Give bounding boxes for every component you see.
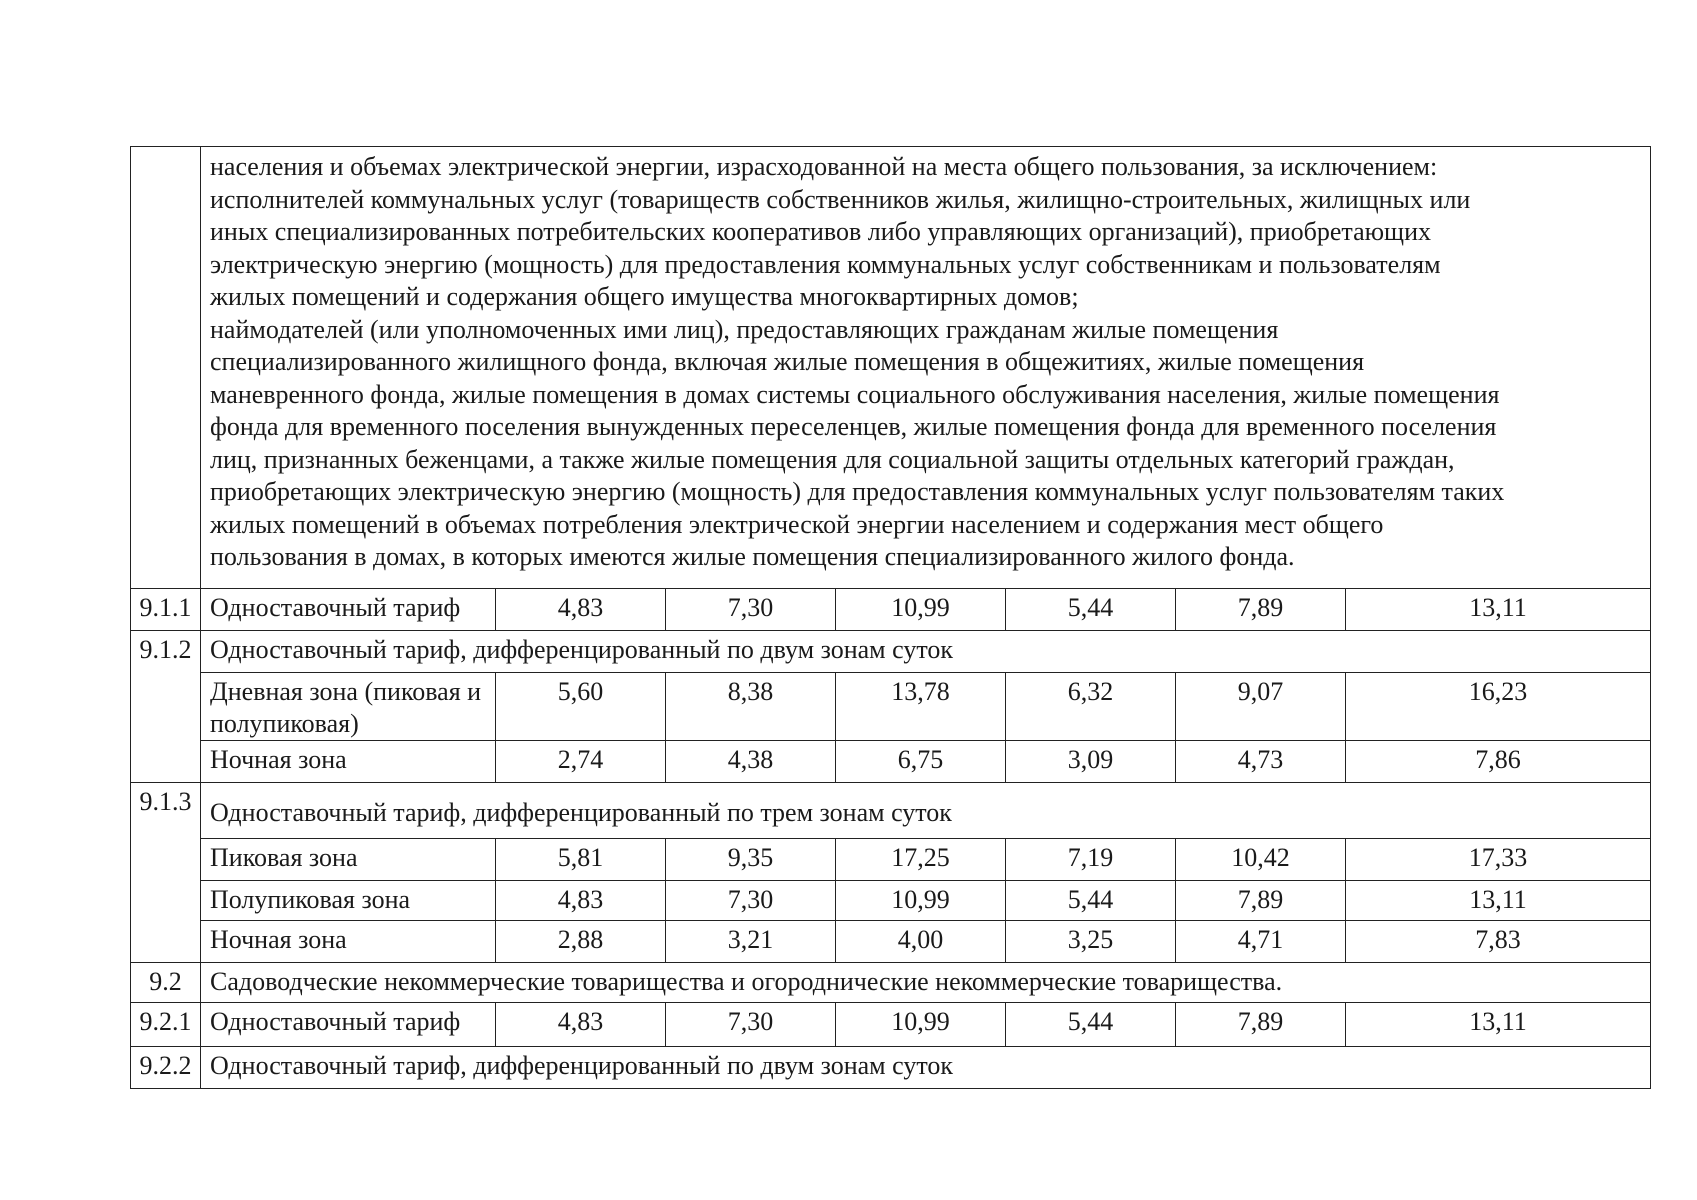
row-code: 9.2.2	[131, 1046, 201, 1088]
tariff-value: 7,30	[666, 588, 836, 630]
row-code: 9.2	[131, 962, 201, 1002]
tariff-value: 7,86	[1346, 740, 1651, 782]
table-row	[131, 880, 1651, 920]
tariff-value: 10,42	[1176, 838, 1346, 880]
row-label: Одноставочный тариф, дифференцированный по двум зонам суток	[201, 630, 1651, 672]
intro-line: наймодателей (или уполномоченных ими лиц), предоставляющих гражданам жилые помещения	[210, 314, 1279, 344]
tariff-value: 13,11	[1346, 588, 1651, 630]
row-code-empty	[131, 838, 201, 880]
table-row	[131, 588, 1651, 630]
tariff-value: 7,30	[666, 1002, 836, 1046]
row-label: Ночная зона	[201, 920, 496, 962]
row-label	[201, 672, 496, 740]
tariff-table	[130, 146, 1651, 1089]
tariff-value: 4,71	[1176, 920, 1346, 962]
tariff-value: 10,99	[836, 1002, 1006, 1046]
intro-line: приобретающих электрическую энергию (мощность) для предоставления коммунальных услуг пользователям таких	[210, 477, 1505, 506]
row-label: Садоводческие некоммерческие товарищества и огороднические некоммерческие товарищества.	[201, 962, 1651, 1002]
tariff-value: 5,81	[496, 838, 666, 880]
tariff-value: 17,25	[836, 838, 1006, 880]
row-code: 9.1.2	[131, 630, 201, 672]
table-row	[131, 782, 1651, 838]
row-code-empty	[131, 740, 201, 782]
row-code: 9.2.1	[131, 1002, 201, 1046]
intro-line: населения и объемах электрической энергии, израсходованной на места общего пользования, за исключением:	[210, 152, 1438, 181]
tariff-value: 5,44	[1006, 880, 1176, 920]
tariff-value: 17,33	[1346, 838, 1651, 880]
table-row	[131, 838, 1651, 880]
tariff-value: 9,07	[1176, 672, 1346, 740]
row-code: 9.1.3	[131, 782, 201, 838]
table-row	[131, 920, 1651, 962]
tariff-value: 6,32	[1006, 672, 1176, 740]
tariff-value: 16,23	[1346, 672, 1651, 740]
tariff-value: 13,11	[1346, 880, 1651, 920]
table-row	[131, 630, 1651, 672]
table-row	[131, 1046, 1651, 1088]
row-label-line: полупиковая)	[210, 708, 359, 738]
tariff-value: 7,83	[1346, 920, 1651, 962]
tariff-value: 7,89	[1176, 1002, 1346, 1046]
row-label: Одноставочный тариф, дифференцированный по двум зонам суток	[201, 1046, 1651, 1088]
tariff-value: 13,78	[836, 672, 1006, 740]
tariff-value: 3,09	[1006, 740, 1176, 782]
intro-line: специализированного жилищного фонда, включая жилые помещения в общежитиях, жилые помещения	[210, 347, 1365, 376]
table-row	[131, 962, 1651, 1002]
intro-line: фонда для временного поселения вынужденных переселенцев, жилые помещения фонда для временного поселения	[210, 412, 1497, 441]
row-label-line: Дневная зона (пиковая и	[210, 676, 482, 706]
tariff-value: 9,35	[666, 838, 836, 880]
intro-line: электрическую энергию (мощность) для предоставления коммунальных услуг собственникам и пользователям	[210, 249, 1441, 279]
tariff-value: 8,38	[666, 672, 836, 740]
intro-code-cell	[131, 147, 201, 589]
intro-line: исполнителей коммунальных услуг (товариществ собственников жилья, жилищно-строительных, жилищных или	[210, 184, 1471, 214]
tariff-value: 4,00	[836, 920, 1006, 962]
row-label: Полупиковая зона	[201, 880, 496, 920]
tariff-value: 13,11	[1346, 1002, 1651, 1046]
tariff-value: 5,44	[1006, 588, 1176, 630]
tariff-value: 6,75	[836, 740, 1006, 782]
intro-line: иных специализированных потребительских кооперативов либо управляющих организаций), приобретающих	[210, 217, 1431, 246]
intro-line: жилых помещений и содержания общего имущества многоквартирных домов;	[210, 282, 1079, 311]
row-label: Ночная зона	[201, 740, 496, 782]
intro-line: жилых помещений в объемах потребления электрической энергии населением и содержания мест общего	[210, 509, 1384, 539]
tariff-value: 3,25	[1006, 920, 1176, 962]
row-label: Одноставочный тариф	[201, 588, 496, 630]
tariff-value: 7,30	[666, 880, 836, 920]
table-row	[131, 1002, 1651, 1046]
intro-line: пользования в домах, в которых имеются жилые помещения специализированного жилого фонда.	[210, 542, 1295, 571]
row-code-empty	[131, 880, 201, 920]
row-label: Одноставочный тариф	[201, 1002, 496, 1046]
row-code: 9.1.1	[131, 588, 201, 630]
tariff-value: 7,89	[1176, 588, 1346, 630]
intro-line: маневренного фонда, жилые помещения в домах системы социального обслуживания населения, жилые помещения	[210, 379, 1500, 409]
tariff-value: 2,74	[496, 740, 666, 782]
tariff-value: 4,38	[666, 740, 836, 782]
tariff-value: 10,99	[836, 880, 1006, 920]
tariff-value: 4,83	[496, 588, 666, 630]
tariff-value: 4,73	[1176, 740, 1346, 782]
tariff-value: 2,88	[496, 920, 666, 962]
tariff-value: 4,83	[496, 1002, 666, 1046]
tariff-value: 7,89	[1176, 880, 1346, 920]
tariff-value: 3,21	[666, 920, 836, 962]
tariff-value: 7,19	[1006, 838, 1176, 880]
row-label: Пиковая зона	[201, 838, 496, 880]
tariff-value: 5,60	[496, 672, 666, 740]
tariff-value: 10,99	[836, 588, 1006, 630]
row-label: Одноставочный тариф, дифференцированный по трем зонам суток	[201, 782, 1651, 838]
row-code-empty	[131, 920, 201, 962]
tariff-value: 5,44	[1006, 1002, 1176, 1046]
intro-line: лиц, признанных беженцами, а также жилые помещения для социальной защиты отдельных категорий граждан,	[210, 444, 1455, 474]
intro-row	[131, 147, 1651, 589]
table-row	[131, 672, 1651, 740]
intro-text-cell	[201, 147, 1651, 589]
row-code-empty	[131, 672, 201, 740]
table-row	[131, 740, 1651, 782]
tariff-value: 4,83	[496, 880, 666, 920]
